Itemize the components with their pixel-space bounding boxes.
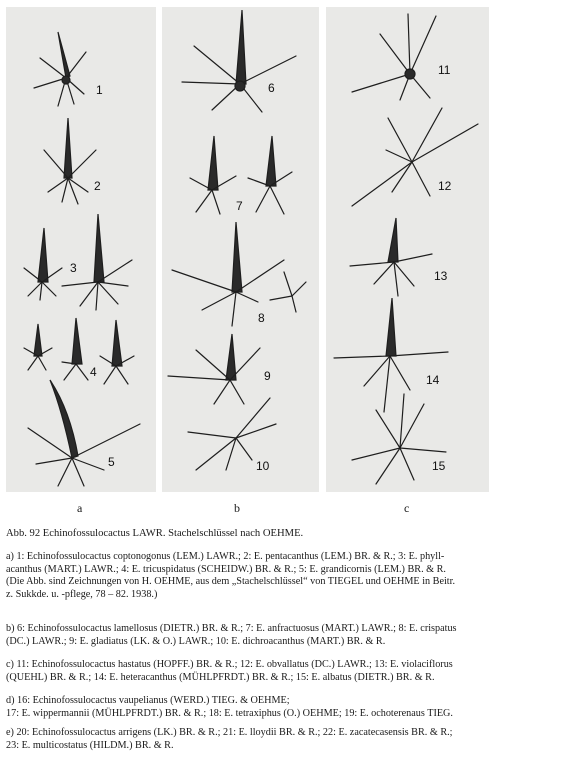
spine-cluster-11: [352, 14, 436, 100]
caption-group-d: [6, 695, 566, 720]
caption-line: (QUEHL) BR. & R.; 14: E. heteracanthus (MÜHLPFRDT.) BR. & R.; 15: E. albatus (DIETR.) BR. & R.: [6, 671, 435, 683]
spine-cluster-1: [34, 32, 86, 106]
caption-line: a) 1: Echinofossulocactus coptonogonus (LEM.) LAWR.; 2: E. pentacanthus (LEM.) BR. & R.; 3: E. phyll-: [6, 551, 445, 562]
figure-number: 14: [426, 373, 440, 387]
figure-number: 6: [268, 81, 275, 95]
column-label-a: a: [77, 501, 83, 515]
spine-cluster-12: [352, 108, 478, 206]
spine-cluster-9: [168, 334, 260, 404]
figure-number: 10: [256, 459, 270, 473]
spine-cluster-4: [24, 318, 134, 384]
caption-group-b: [6, 623, 566, 648]
spine-cluster-5: [28, 380, 140, 486]
figure-number: 5: [108, 455, 115, 469]
column-label-b: b: [234, 501, 240, 515]
caption-line: c) 11: Echinofossulocactus hastatus (HOPFF.) BR. & R.; 12: E. obvallatus (DC.) LAWR.; 13: E. violaciflorus: [6, 659, 453, 670]
caption-line: 23: E. multicostatus (HILDM.) BR. & R.: [6, 739, 174, 751]
figure-number: 3: [70, 261, 77, 275]
caption-group-a: [6, 551, 566, 601]
figure-number: 15: [432, 459, 446, 473]
figure-caption-title: Abb. 92 Echinofossulocactus LAWR. Stachelschlüssel nach OEHME.: [6, 528, 304, 539]
caption-line: d) 16: Echinofossulocactus vaupelianus (WERD.) TIEG. & OEHME;: [6, 695, 290, 706]
figure-number: 11: [438, 63, 451, 77]
figure-number: 13: [434, 269, 448, 283]
spine-cluster-14: [334, 298, 448, 412]
column-label-c: c: [404, 501, 410, 515]
caption-group-c: [6, 659, 566, 684]
figure-number: 4: [90, 365, 97, 379]
figure-number: 8: [258, 311, 265, 325]
spine-cluster-8: [172, 222, 306, 326]
figure-number: 12: [438, 179, 452, 193]
caption-line: z. Sukkde. u. -pflege, 78 – 82. 1938.): [6, 588, 158, 600]
spine-cluster-13: [350, 218, 432, 296]
caption-group-e: [6, 727, 566, 752]
caption-line: acanthus (MART.) LAWR.; 4: E. tricuspidatus (SCHEIDW.) BR. & R.; 5: E. grandicornis (LEM.) BR. & R.: [6, 563, 446, 575]
figure-number: 9: [264, 369, 271, 383]
figure-number: 7: [236, 199, 243, 213]
spine-cluster-6: [182, 10, 296, 112]
caption-line: b) 6: Echinofossulocactus lamellosus (DIETR.) BR. & R.; 7: E. anfractuosus (MART.) LAWR.; 8: E. crispatus: [6, 623, 457, 634]
caption-line: 17: E. wippermannii (MÜHLPFRDT.) BR. & R.; 18: E. tetraxiphus (O.) OEHME; 19: E. ochoterenaus TIEG.: [6, 707, 453, 719]
figure-number: 1: [96, 83, 103, 97]
spine-cluster-2: [44, 118, 96, 204]
caption-line: (DC.) LAWR.; 9: E. gladiatus (LK. & O.) LAWR.; 10: E. dichroacanthus (MART.) BR. & R.: [6, 635, 386, 647]
caption-line: (Die Abb. sind Zeichnungen von H. OEHME, aus dem „Stachelschlüssel“ von TIEGEL und OEHME in Beitr.: [6, 576, 456, 588]
spine-cluster-3: [24, 214, 132, 310]
caption-line: e) 20: Echinofossulocactus arrigens (LK.) BR. & R.; 21: E. lloydii BR. & R.; 22: E. zacatecasensis BR. & R.;: [6, 727, 453, 738]
figure-number: 2: [94, 179, 101, 193]
